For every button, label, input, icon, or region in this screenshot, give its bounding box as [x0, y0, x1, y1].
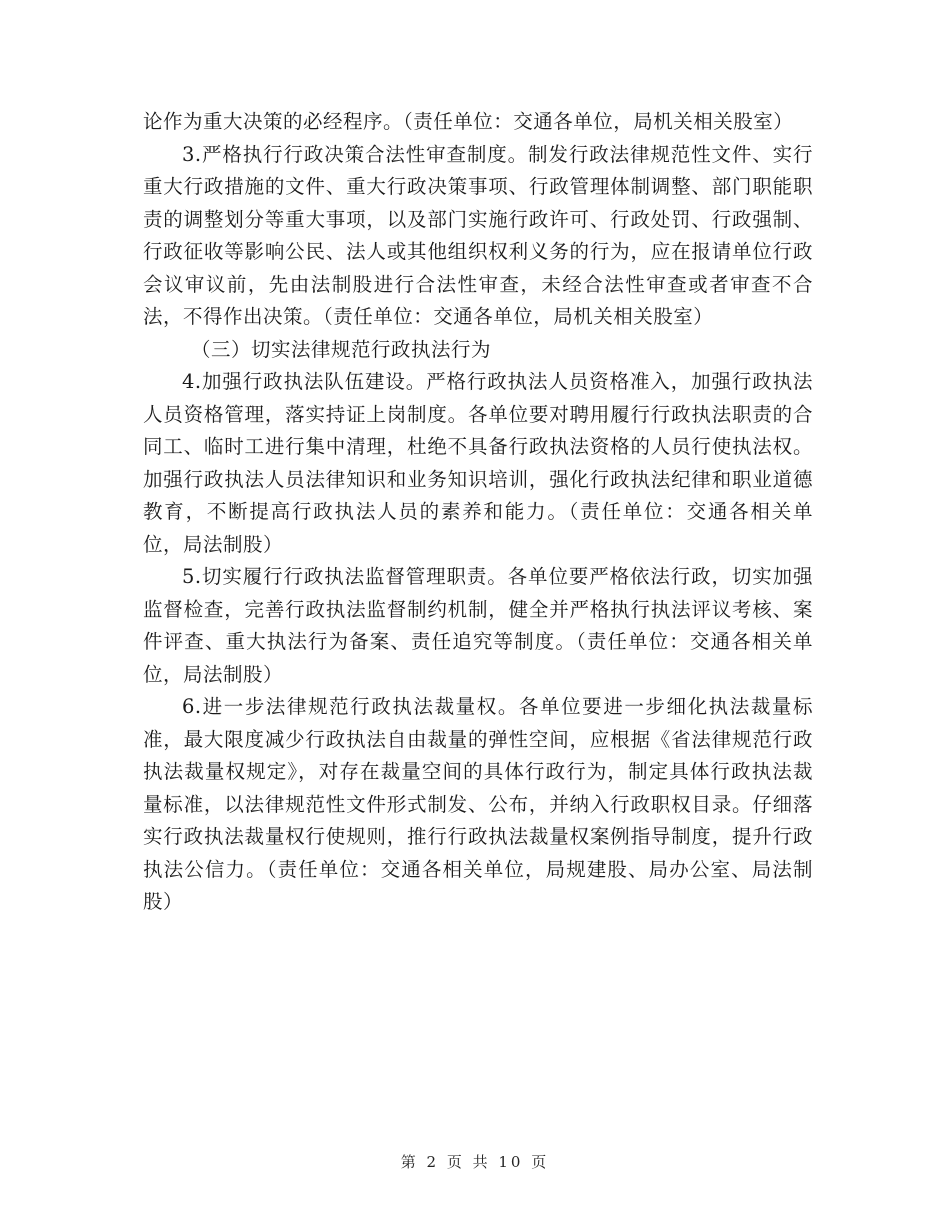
paragraph-item-6: 6.进一步法律规范行政执法裁量权。各单位要进一步细化执法裁量标准，最大限度减少行政执法自由裁量的弹性空间，应根据《省法律规范行政执法裁量权规定》，对存在裁量空间的具体行政行为，制定具体行政执法裁量标准，以法律规范性文件形式制发、公布，并纳入行政职权目录。仔细落实行政执法裁量权行使规则，推行行政执法裁量权案例指导制度，提升行政执法公信力。（责任单位：交通各相关单位，局规建股、局办公室、局法制股） [143, 695, 813, 913]
page-number-footer: 第 2 页 共 10 页 [400, 1153, 550, 1171]
section-heading: （三）切实法律规范行政执法行为 [191, 337, 492, 361]
paragraph-continuation: 论作为重大决策的必经程序。（责任单位：交通各单位，局机关相关股室） [143, 110, 794, 133]
paragraph-item-4: 4.加强行政执法队伍建设。严格行政执法人员资格准入，加强行政执法人员资格管理，落实持证上岗制度。各单位要对聘用履行行政执法职责的合同工、临时工进行集中清理，杜绝不具备行政执法资格的人员行使执法权。加强行政执法人员法律知识和业务知识培训，强化行政执法纪律和职业道德教育，不断提高行政执法人员的素养和能力。（责任单位：交通各相关单位，局法制股） [143, 370, 813, 556]
paragraph-item-5: 5.切实履行行政执法监督管理职责。各单位要严格依法行政，切实加强监督检查，完善行政执法监督制约机制，健全并严格执行执法评议考核、案件评查、重大执法行为备案、责任追究等制度。（责任单位：交通各相关单位，局法制股） [143, 565, 813, 686]
document-body [143, 106, 813, 919]
paragraph-item-3: 3.严格执行行政决策合法性审查制度。制发行政法律规范性文件、实行重大行政措施的文件、重大行政决策事项、行政管理体制调整、部门职能职责的调整划分等重大事项，以及部门实施行政许可、行政处罚、行政强制、行政征收等影响公民、法人或其他组织权利义务的行为，应在报请单位行政会议审议前，先由法制股进行合法性审查，未经合法性审查或者审查不合法，不得作出决策。（责任单位：交通各单位，局机关相关股室） [143, 142, 813, 328]
